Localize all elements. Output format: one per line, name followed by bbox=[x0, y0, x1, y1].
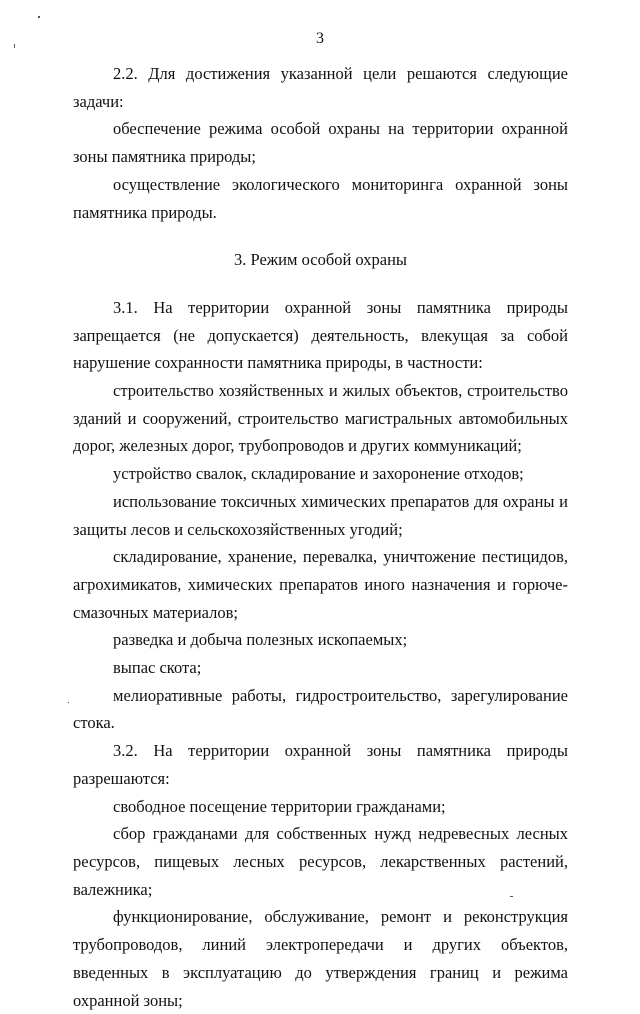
section-heading: 3. Режим особой охраны bbox=[234, 250, 407, 270]
page-number: 3 bbox=[316, 30, 324, 47]
paragraph-3-1-item: мелиоративные работы, гидростроительство, зарегулирование стока. bbox=[73, 685, 568, 733]
document-body bbox=[73, 60, 568, 1014]
paragraph-3-2-item: функционирование, обслуживание, ремонт и реконструкция трубопроводов, линий электропередачи и других объектов, введенных в эксплуатацию до утверждения границ и режима охранной зоны; bbox=[73, 907, 568, 1010]
paragraph-3-1-item: выпас скота; bbox=[113, 658, 202, 678]
paragraph-3-1-item: разведка и добыча полезных ископаемых; bbox=[113, 630, 408, 650]
paragraph-3-1-item: устройство свалок, складирование и захоронение отходов; bbox=[113, 464, 524, 484]
paragraph-3-2-item: свободное посещение территории гражданами; bbox=[113, 796, 446, 816]
paragraph-3-1-item: строительство хозяйственных и жилых объектов, строительство зданий и сооружений, строительство магистральных автомобильных дорог, железных дорог, трубопроводов и других коммуникаций; bbox=[73, 381, 568, 456]
paragraph-3-2-item: сбор гражданами для собственных нужд недревесных лесных ресурсов, пищевых лесных ресурсов, лекарственных растений, валежника; bbox=[73, 824, 568, 899]
paragraph-3-1-item: использование токсичных химических препаратов для охраны и защиты лесов и сельскохозяйственных угодий; bbox=[73, 491, 568, 539]
paragraph-3-1-item: складирование, хранение, перевалка, уничтожение пестицидов, агрохимикатов, химических препаратов иного назначения и горюче-смазочных материалов; bbox=[73, 547, 568, 622]
paragraph-2-2-item: обеспечение режима особой охраны на территории охранной зоны памятника природы; bbox=[73, 119, 568, 167]
paragraph-2-2-intro: 2.2. Для достижения указанной цели решаются следующие задачи: bbox=[73, 64, 568, 111]
paragraph-2-2-item: осуществление экологического мониторинга охранной зоны памятника природы. bbox=[73, 174, 568, 222]
paragraph-3-1-intro: 3.1. На территории охранной зоны памятника природы запрещается (не допускается) деятельность, влекущая за собой нарушение сохранности памятника природы, в частности: bbox=[73, 297, 568, 373]
paragraph-3-2-intro: 3.2. На территории охранной зоны памятника природы разрешаются: bbox=[73, 741, 568, 788]
